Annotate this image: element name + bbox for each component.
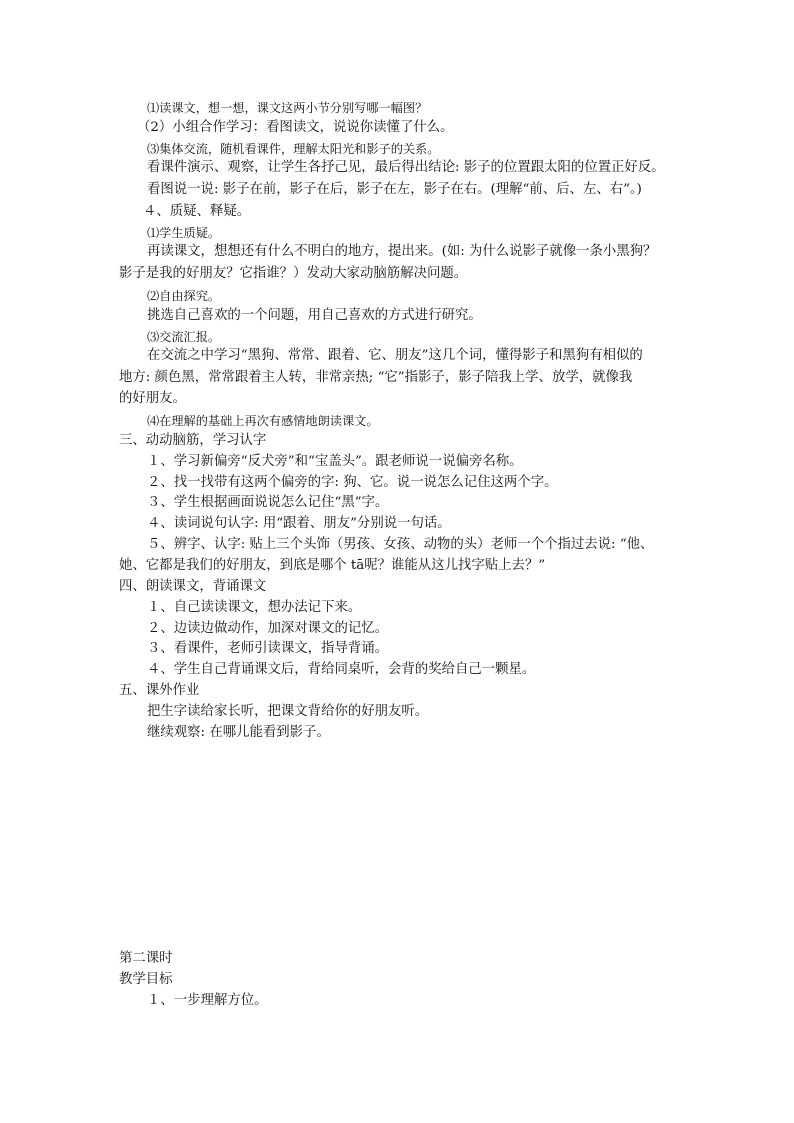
- text-line: 影子是我的好朋友？它指谁？）发动大家动脑筋解决问题。: [119, 266, 468, 281]
- text-line: ４、读词说句认字: 用“跟着、朋友”分别说一句话。: [147, 516, 451, 531]
- text-line: ３、学生根据画面说说怎么记住“黑”字。: [147, 495, 389, 510]
- text-line: 的好朋友。: [119, 391, 186, 406]
- text-line: 把生字读给家长听，把课文背给你的好朋友听。: [147, 704, 429, 719]
- text-line: 再读课文，想想还有什么不明白的地方，提出来。(如: 为什么说影子就像一条小黑狗？: [147, 244, 657, 259]
- text-line: ⑷在理解的基础上再次有感情地朗读课文。: [147, 414, 379, 428]
- text-line: ４、质疑、释疑。: [143, 204, 251, 219]
- text-line: ⑴学生质疑。: [147, 226, 221, 240]
- text-line: ２、找一找带有这两个偏旁的字: 狗、它。说一说怎么记住这两个字。: [147, 475, 558, 490]
- lesson-heading: 第二课时: [119, 951, 173, 966]
- text-line: １、一步理解方位。: [147, 993, 268, 1008]
- text-line: １、学习新偏旁“反犬旁”和“宝盖头”。跟老师说一说偏旁名称。: [147, 454, 523, 469]
- text-line: ３、看课件，老师引读课文，指导背诵。: [147, 641, 389, 656]
- text-line: ⑴读课文，想一想，课文这两小节分别写哪一幅图？: [147, 101, 428, 115]
- text-line: 地方: 颜色黑，常常跟着主人转，非常亲热; “它”指影子，影子陪我上学、放学，就像我: [119, 370, 633, 385]
- text-line: １、自己读读课文，想办法记下来。: [147, 600, 362, 615]
- text-line: ⑶交流汇报。: [147, 330, 221, 344]
- section-heading: 四、朗读课文，背诵课文: [119, 579, 267, 594]
- text-line: ⑵自由探究。: [147, 289, 221, 303]
- text-line: 继续观察: 在哪儿能看到影子。: [147, 725, 330, 740]
- section-heading: 教学目标: [119, 972, 173, 987]
- section-heading: 五、课外作业: [119, 683, 200, 698]
- text-line: 她、它都是我们的好朋友，到底是哪个 tā呢？谁能从这儿找字贴上去？”: [119, 558, 546, 573]
- text-line: 在交流之中学习“黑狗、常常、跟着、它、朋友”这几个词，懂得影子和黑狗有相似的: [147, 348, 643, 363]
- text-line: ５、辨字、认字: 贴上三个头饰（男孩、女孩、动物的头）老师一个个指过去说: “他、: [147, 537, 654, 552]
- text-line: ４、学生自己背诵课文后，背给同桌听，会背的奖给自己一颗星。: [147, 662, 536, 677]
- text-line: ⑶集体交流，随机看课件，理解太阳光和影子的关系。: [147, 142, 440, 156]
- section-heading: 三、动动脑筋，学习认字: [119, 433, 267, 448]
- text-line: 看课件演示、观察，让学生各抒己见，最后得出结论: 影子的位置跟太阳的位置正好反。: [147, 160, 665, 175]
- text-line: 挑选自己喜欢的一个问题，用自己喜欢的方式进行研究。: [147, 308, 482, 323]
- text-line: 看图说一说: 影子在前，影子在后，影子在左，影子在右。(理解“前、后、左、右”。): [147, 182, 642, 197]
- text-line: ２、边读边做动作，加深对课文的记忆。: [147, 621, 389, 636]
- text-line: （2）小组合作学习：看图读文，说说你读懂了什么。: [137, 120, 454, 135]
